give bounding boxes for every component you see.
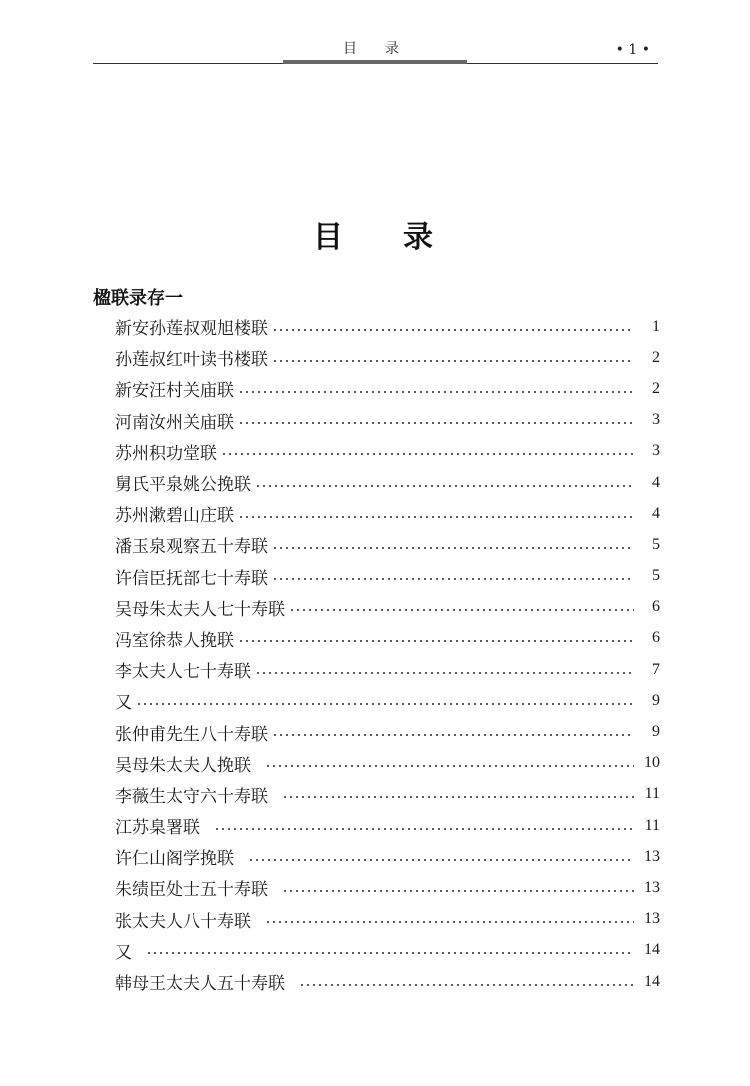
toc-entry-page: 11 (644, 816, 660, 834)
toc-entry[interactable] (115, 748, 660, 779)
toc-entry-page: 13 (644, 847, 660, 865)
header-rule-bar (283, 60, 467, 64)
toc-entry[interactable] (115, 561, 660, 592)
toc-entry[interactable] (115, 779, 660, 810)
toc-entry[interactable] (115, 935, 660, 966)
toc-entry-page: 3 (652, 411, 660, 429)
page-title-char-2: 录 (403, 220, 437, 255)
toc-entry-title: 江苏臬署联 (115, 818, 200, 839)
toc-entry[interactable] (115, 904, 660, 935)
toc-leader-dots (255, 485, 634, 487)
toc-entry-title: 又 (115, 693, 132, 714)
table-of-contents (115, 311, 660, 997)
toc-entry[interactable] (115, 592, 660, 623)
toc-entry-title: 吴母朱太夫人挽联 (115, 755, 251, 776)
toc-leader-dots (238, 640, 634, 642)
toc-leader-dots (272, 329, 634, 331)
toc-entry-page: 2 (652, 379, 660, 397)
toc-leader-dots (238, 516, 634, 518)
toc-entry-title: 潘玉泉观察五十寿联 (115, 537, 268, 558)
toc-leader-dots (146, 952, 634, 954)
toc-leader-dots (282, 890, 634, 892)
toc-entry[interactable] (115, 966, 660, 997)
toc-entry-page: 14 (644, 972, 660, 990)
toc-entry[interactable] (115, 467, 660, 498)
running-head-title: 目录 (343, 41, 427, 57)
toc-entry-title: 舅氏平泉姚公挽联 (115, 475, 251, 496)
toc-leader-dots (248, 859, 634, 861)
toc-entry-page: 4 (652, 473, 660, 491)
toc-leader-dots (299, 984, 634, 986)
toc-entry-title: 新安汪村关庙联 (115, 381, 234, 402)
toc-entry-title: 苏州漱碧山庄联 (115, 506, 234, 527)
toc-leader-dots (136, 703, 634, 705)
toc-entry-page: 5 (652, 535, 660, 553)
toc-entry-title: 河南汝州关庙联 (115, 412, 234, 433)
toc-entry[interactable] (115, 810, 660, 841)
toc-leader-dots (265, 765, 634, 767)
toc-entry-title: 又 (115, 942, 132, 963)
toc-entry-title: 韩母王太夫人五十寿联 (115, 974, 285, 995)
page-title (0, 212, 750, 256)
toc-entry-page: 1 (652, 317, 660, 335)
section-heading: 楹联录存一 (93, 288, 183, 309)
toc-leader-dots (238, 422, 634, 424)
toc-entry[interactable] (115, 529, 660, 560)
toc-entry-page: 9 (652, 723, 660, 741)
toc-entry-page: 7 (652, 660, 660, 678)
toc-entry-page: 11 (644, 785, 660, 803)
toc-entry[interactable] (115, 405, 660, 436)
toc-entry-title: 李薇生太守六十寿联 (115, 786, 268, 807)
toc-entry[interactable] (115, 716, 660, 747)
toc-entry-title: 张仲甫先生八十寿联 (115, 724, 268, 745)
running-head (93, 34, 658, 66)
toc-entry-title: 许仁山阁学挽联 (115, 849, 234, 870)
toc-entry-page: 3 (652, 442, 660, 460)
toc-entry-page: 13 (644, 878, 660, 896)
toc-entry[interactable] (115, 436, 660, 467)
toc-entry-page: 9 (652, 691, 660, 709)
toc-entry-title: 吴母朱太夫人七十寿联 (115, 599, 285, 620)
toc-leader-dots (255, 672, 634, 674)
toc-leader-dots (265, 921, 634, 923)
toc-entry-page: 6 (652, 598, 660, 616)
toc-entry-title: 许信臣抚部七十寿联 (115, 568, 268, 589)
toc-leader-dots (272, 360, 634, 362)
toc-entry-page: 10 (644, 754, 660, 772)
toc-entry-title: 苏州积功堂联 (115, 443, 217, 464)
toc-entry-title: 朱绩臣处士五十寿联 (115, 880, 268, 901)
toc-entry[interactable] (115, 872, 660, 903)
toc-entry-page: 4 (652, 504, 660, 522)
toc-leader-dots (289, 609, 634, 611)
toc-leader-dots (282, 796, 634, 798)
toc-leader-dots (272, 547, 634, 549)
toc-entry[interactable] (115, 498, 660, 529)
toc-entry[interactable] (115, 342, 660, 373)
toc-entry-title: 新安孙莲叔观旭楼联 (115, 319, 268, 340)
page-title-char-1: 目 (313, 220, 347, 255)
toc-entry-page: 6 (652, 629, 660, 647)
toc-entry-page: 2 (652, 348, 660, 366)
page-number: • 1 • (615, 42, 650, 58)
toc-entry-title: 张太夫人八十寿联 (115, 911, 251, 932)
toc-entry-page: 13 (644, 910, 660, 928)
toc-entry-title: 李太夫人七十寿联 (115, 662, 251, 683)
toc-leader-dots (272, 578, 634, 580)
toc-entry[interactable] (115, 623, 660, 654)
toc-leader-dots (238, 391, 634, 393)
toc-leader-dots (221, 453, 634, 455)
toc-leader-dots (272, 734, 634, 736)
toc-entry-title: 孙莲叔红叶读书楼联 (115, 350, 268, 371)
toc-entry[interactable] (115, 841, 660, 872)
toc-entry[interactable] (115, 685, 660, 716)
toc-entry[interactable] (115, 311, 660, 342)
toc-leader-dots (214, 828, 634, 830)
toc-entry[interactable] (115, 373, 660, 404)
toc-entry-page: 5 (652, 567, 660, 585)
toc-entry[interactable] (115, 654, 660, 685)
toc-entry-page: 14 (644, 941, 660, 959)
toc-entry-title: 冯室徐恭人挽联 (115, 630, 234, 651)
